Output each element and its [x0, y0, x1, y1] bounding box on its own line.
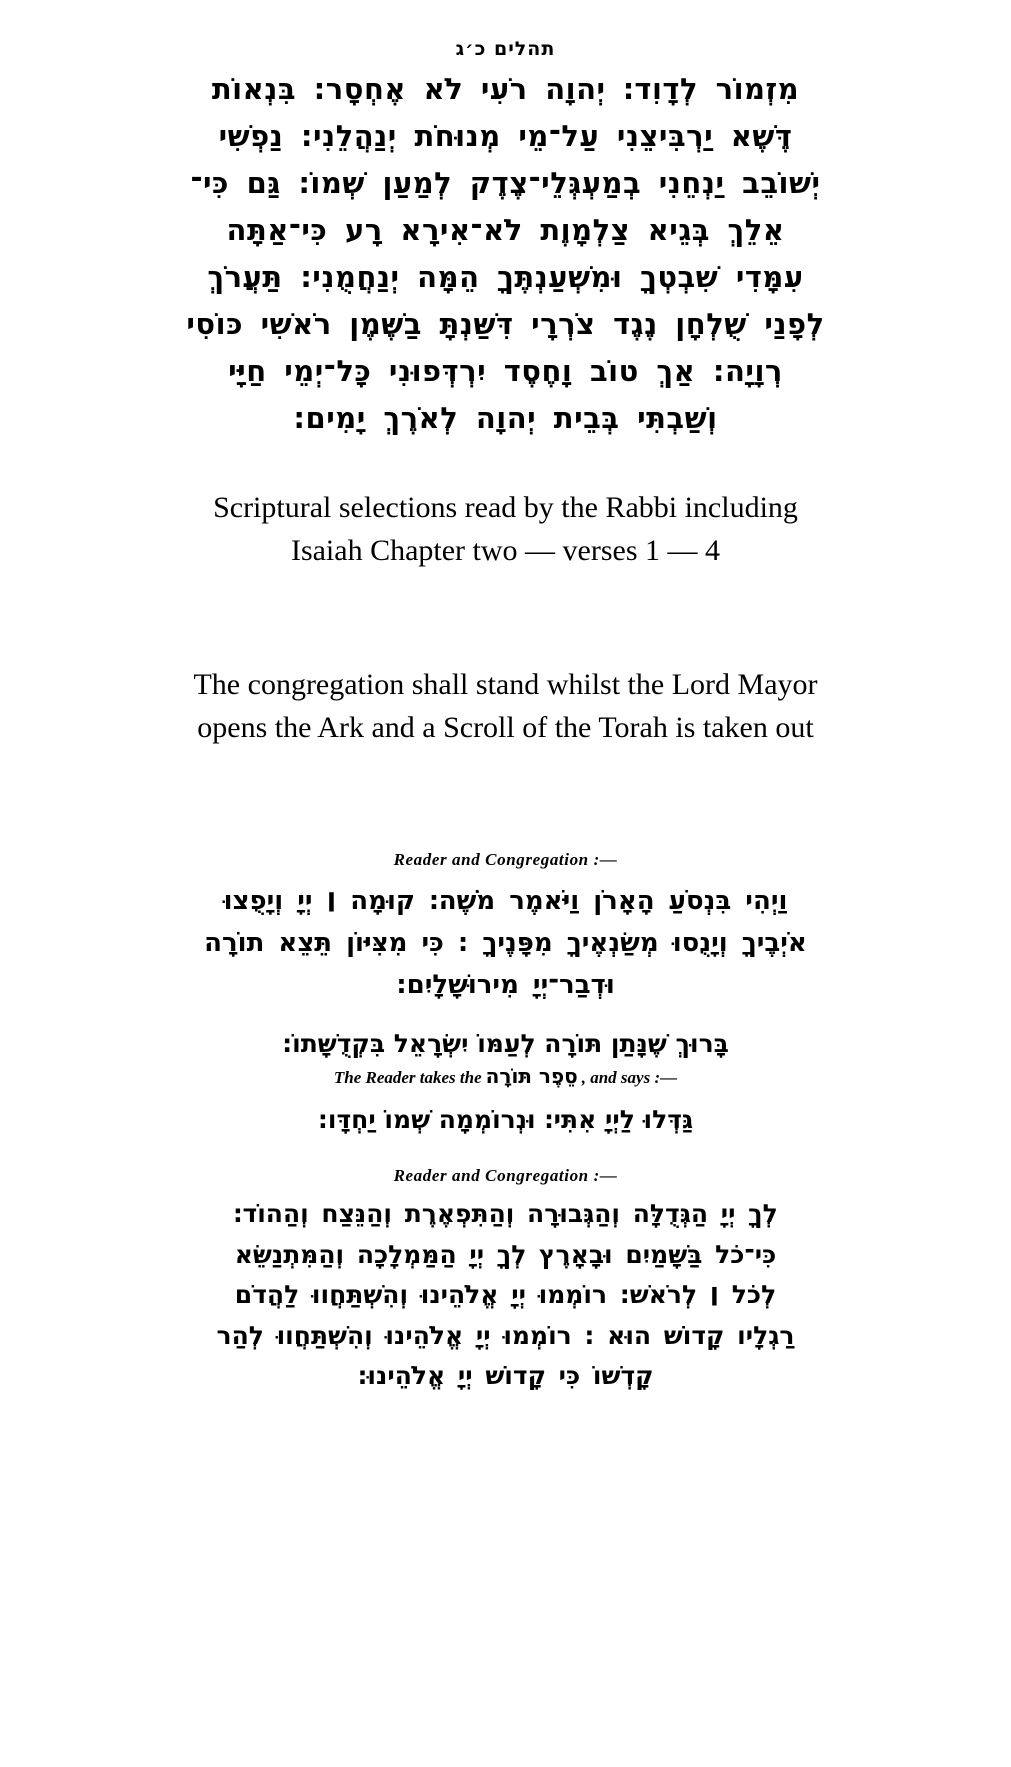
hebrew-line: כִּי־כֹל בַּשָּׁמַיִם וּבָאָרֶץ לְךָ יְיָ הַמַּמְלָכָה וְהַמִּתְנַשֵּׂא	[234, 1239, 777, 1269]
reader-takes-before: The Reader takes the	[333, 1068, 482, 1088]
psalm-line: וְשַׁבְתִּי בְּבֵית יְהוָה לְאֹרֶךְ יָמִים:	[293, 400, 718, 435]
psalm-line: יְשׁוֹבֵב יַנְחֵנִי בְמַעְגְּלֵי־צֶדֶק לְמַעַן שְׁמוֹ: גַּם כִּי־	[190, 165, 821, 200]
psalm-heading: תהלים כ׳ג	[455, 38, 556, 60]
hebrew-line: לְכֹל ׀ לְרֹאשׁ: רוֹמְמוּ יְיָ אֱלֹהֵינוּ וְהִשְׁתַּחֲווּ לַהֲדֹם	[234, 1280, 777, 1310]
reader-takes-after: , and says :—	[581, 1068, 678, 1088]
psalm-line: לְפָנַי שֻׁלְחָן נֶגֶד צֹרְרָי דִּשַּׁנְתָּ בַשֶּׁמֶן רֹאשִׁי כּוֹסִי	[186, 306, 825, 341]
psalm-line: דֶּשֶׁא יַרְבִּיצֵנִי עַל־מֵי מְנוּחֹת יְנַהֲלֵנִי: נַפְשִׁי	[218, 118, 793, 153]
lecha-adonai-text	[70, 1194, 941, 1397]
psalm-line: מִזְמוֹר לְדָוִד׃ יְהוָה רֹעִי לֹא אֶחְסָר: בִּנְאוֹת	[211, 72, 800, 106]
psalm-line: עִמָּדִי שִׁבְטְךָ וּמִשְׁעַנְתֶּךָ הֵמָּה יְנַחֲמֻנִי: תַּעֲרֹךְ	[207, 259, 804, 294]
psalm-line: אֵלֵךְ בְּגֵיא צַלְמָוֶת לֹא־אִירָא רָע כִּי־אַתָּה	[226, 212, 785, 247]
sefer-torah-hebrew: סֵפֶר תּוֹרָה	[485, 1064, 578, 1089]
rubric-scriptural-selections	[70, 486, 941, 573]
vayhi-binsoa-text	[70, 880, 941, 1006]
hebrew-line: וַיְהִי בִּנְסֹעַ הָאָרֹן וַיֹּאמֶר מֹשֶׁה׃ קוּמָה ׀ יְיָ וְיָפֻצוּ	[223, 885, 788, 916]
reader-and-congregation-label-1: Reader and Congregation :—	[393, 849, 618, 869]
rubric-line: opens the Ark and a Scroll of the Torah is taken out	[197, 711, 814, 745]
baruch-shenatan-text: בָּרוּךְ שֶׁנָּתַן תּוֹרָה לְעַמּוֹ יִשְׂרָאֵל בִּקְדֻשָּׁתוֹ:	[282, 1029, 729, 1059]
hebrew-line: קָדְשׁוֹ כִּי קָדוֹשׁ יְיָ אֱלֹהֵינוּ:	[357, 1361, 654, 1391]
psalm-line: רְוָיָה: אַךְ טוֹב וָחֶסֶד יִרְדְּפוּנִי כָּל־יְמֵי חַיָּי	[228, 353, 783, 388]
gadlu-text: גַּדְּלוּ לַיְיָ אִתִּי׃ וּנְרוֹמְמָה שְׁמוֹ יַחְדָּו:	[317, 1105, 694, 1135]
psalm-23-text	[70, 66, 941, 442]
hebrew-line: רַגְלָיו קָדוֹשׁ הוּא : רוֹמְמוּ יְיָ אֱלֹהֵינוּ וְהִשְׁתַּחֲווּ לְהַר	[216, 1320, 795, 1350]
rubric-line: The congregation shall stand whilst the Lord Mayor	[193, 667, 818, 701]
reader-and-congregation-label-2: Reader and Congregation :—	[393, 1166, 618, 1186]
rubric-congregation-stand	[70, 663, 941, 750]
hebrew-line: אֹיְבֶיךָ וְיָנֻסוּ מְשַׂנְאֶיךָ מִפָּנֶיךָ : כִּי מִצִּיּוֹן תֵּצֵא תוֹרָה	[204, 927, 807, 958]
rubric-line: Isaiah Chapter two — verses 1 — 4	[290, 534, 721, 568]
hebrew-line: לְךָ יְיָ הַגְּדֻלָּה וְהַגְּבוּרָה וְהַתִּפְאֶרֶת וְהַנֵּצַח וְהַהוֹד׃	[233, 1199, 778, 1229]
rubric-line: Scriptural selections read by the Rabbi including	[213, 490, 798, 524]
reader-takes-sefer-torah-rubric	[70, 1064, 941, 1088]
hebrew-line: וּדְבַר־יְיָ מִירוּשָׁלָיִם:	[396, 969, 615, 1000]
